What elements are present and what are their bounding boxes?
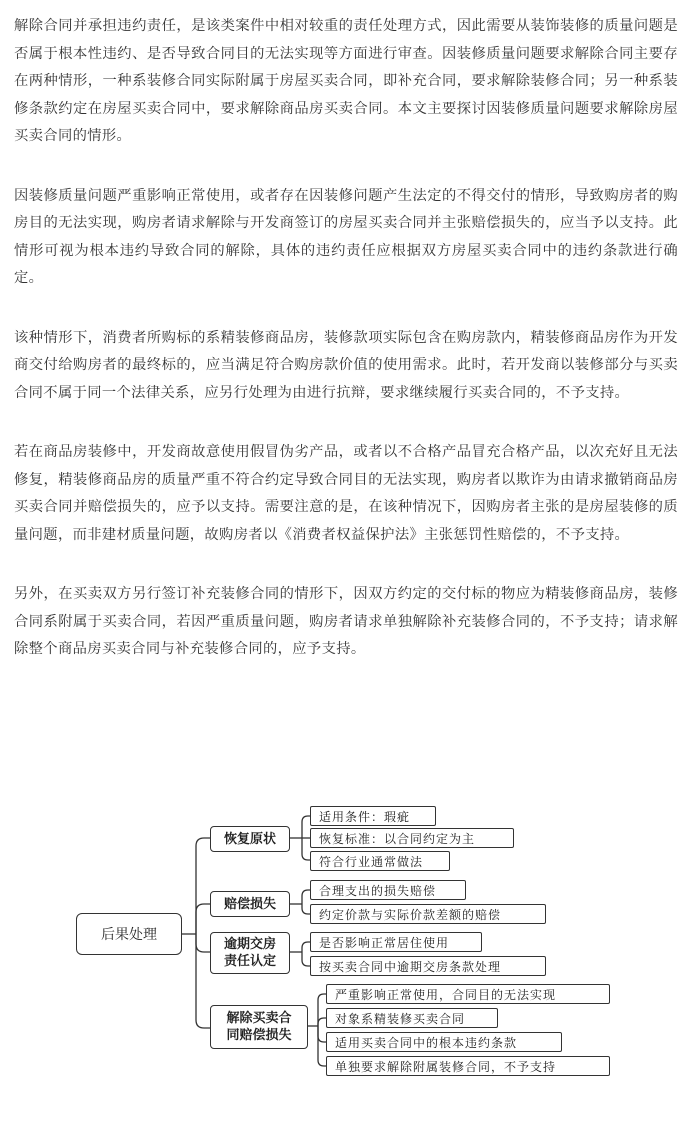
consequence-mindmap [74, 800, 614, 1080]
branch-restore-original: 恢复原状 [210, 826, 290, 852]
paragraph-2: 因装修质量问题严重影响正常使用，或者存在因装修问题产生法定的不得交付的情形，导致购房者的购房目的无法实现，购房者请求解除与开发商签订的房屋买卖合同并主张赔偿损失的，应当予以支持。此情形可视为根本违约导致合同的解除，具体的违约责任应根据双方房屋买卖合同中的违约条款进行确定。 [14, 187, 678, 286]
leaf-price-difference: 约定价款与实际价款差额的赔偿 [310, 904, 546, 924]
paragraph-4: 若在商品房装修中，开发商故意使用假冒伪劣产品，或者以不合格产品冒充合格产品，以次充好且无法修复，精装修商品房的质量严重不符合约定导致合同目的无法实现，购房者以欺诈为由请求撤销商品房买卖合同并赔偿损失的，应予以支持。需要注意的是，在该种情况下，因购房者主张的是房屋装修的质量问题，而非建材质量问题，故购房者以《消费者权益保护法》主张惩罚性赔偿的，不予支持。 [14, 444, 678, 543]
leaf-late-clause: 按买卖合同中逾期交房条款处理 [310, 956, 546, 976]
leaf-separate-rescission: 单独要求解除附属装修合同，不予支持 [326, 1056, 610, 1076]
leaf-restore-standard: 恢复标准：以合同约定为主 [310, 828, 514, 848]
leaf-restore-condition: 适用条件：瑕疵 [310, 806, 436, 826]
article-body [14, 13, 678, 696]
branch-rescind-contract: 解除买卖合 同赔偿损失 [210, 1005, 308, 1049]
paragraph-3: 该种情形下，消费者所购标的系精装修商品房，装修款项实际包含在购房款内，精装修商品房作为开发商交付给购房者的最终标的，应当满足符合购房款价值的使用需求。此时，若开发商以装修部分与买卖合同不属于同一个法律关系，应另行处理为由进行抗辩，要求继续履行买卖合同的，不予支持。 [14, 329, 678, 401]
paragraph-1: 解除合同并承担违约责任，是该类案件中相对较重的责任处理方式，因此需要从装饰装修的质量问题是否属于根本性违约、是否导致合同目的无法实现等方面进行审查。因装修质量问题要求解除合同主要存在两种情形，一种系装修合同实际附属于房屋买卖合同，即补充合同，要求解除装修合同；另一种系装修条款约定在房屋买卖合同中，要求解除商品房买卖合同。本文主要探讨因装修质量问题要求解除房屋买卖合同的情形。 [14, 18, 678, 144]
paragraph-5: 另外，在买卖双方另行签订补充装修合同的情形下，因双方约定的交付标的物应为精装修商品房，装修合同系附属于买卖合同，若因严重质量问题，购房者请求单独解除补充装修合同的，不予支持；请求解除整个商品房买卖合同与补充装修合同的，应予支持。 [14, 586, 678, 657]
leaf-reasonable-expense: 合理支出的损失赔偿 [310, 880, 466, 900]
branch-compensation: 赔偿损失 [210, 891, 290, 917]
leaf-serious-impact: 严重影响正常使用，合同目的无法实现 [326, 984, 610, 1004]
leaf-affect-living: 是否影响正常居住使用 [310, 932, 482, 952]
root-node: 后果处理 [76, 913, 182, 955]
leaf-industry-practice: 符合行业通常做法 [310, 851, 450, 871]
branch-late-delivery: 逾期交房 责任认定 [210, 932, 290, 974]
leaf-fundamental-breach: 适用买卖合同中的根本违约条款 [326, 1032, 562, 1052]
leaf-object-decorated: 对象系精装修买卖合同 [326, 1008, 498, 1028]
